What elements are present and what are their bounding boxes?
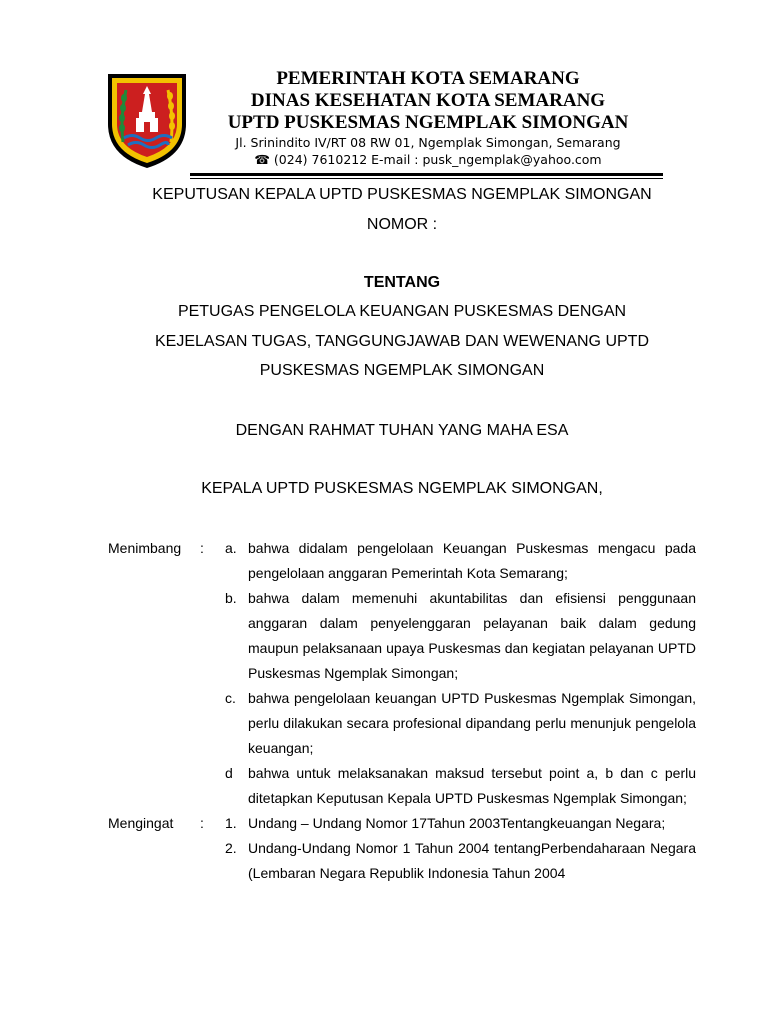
considering-colon: : (200, 540, 204, 556)
about-label: TENTANG (363, 274, 441, 291)
recalling-items (218, 811, 696, 886)
item-mark: a. (225, 540, 237, 556)
institution-address: Jl. Srinindito IV/RT 08 RW 01, Ngemplak Simongan, Semarang (235, 135, 621, 150)
item-mark: b. (225, 590, 237, 606)
item-mark: 1. (225, 815, 237, 831)
item-text: Undang-Undang Nomor 1 Tahun 2004 tentangPerbendaharaan Negara (Lembaran Negara Republik Indonesia Tahun 2004 (248, 840, 696, 881)
item-text: bahwa pengelolaan keuangan UPTD Puskesmas Ngemplak Simongan, perlu dilakukan secara profesional dipandang perlu menunjuk pengelola keuangan; (248, 690, 696, 756)
item-text: bahwa untuk melaksanakan maksud tersebut point a, b dan c perlu ditetapkan Keputusan Kepala UPTD Puskesmas Ngemplak Simongan; (248, 765, 696, 806)
invocation: DENGAN RAHMAT TUHAN YANG MAHA ESA (235, 422, 569, 439)
letterhead-rule-thin (190, 178, 663, 179)
letterhead-rule-thick (190, 173, 663, 176)
institution-contact: ☎ (024) 7610212 E-mail : pusk_ngemplak@yahoo.com (254, 152, 602, 167)
considering-label: Menimbang (108, 540, 182, 556)
recalling-colon: : (200, 815, 204, 831)
decree-title: KEPUTUSAN KEPALA UPTD PUSKESMAS NGEMPLAK SIMONGAN (152, 186, 652, 203)
item-text: Undang – Undang Nomor 17Tahun 2003Tentangkeuangan Negara; (248, 815, 666, 831)
institution-name: UPTD PUSKESMAS NGEMPLAK SIMONGAN (227, 112, 629, 133)
list-item (218, 686, 696, 761)
list-item (218, 836, 696, 886)
considering-items (218, 536, 696, 811)
list-item (218, 761, 696, 811)
decree-body (108, 536, 696, 886)
city-emblem-icon (106, 72, 188, 170)
list-item (218, 586, 696, 686)
government-name: PEMERINTAH KOTA SEMARANG (276, 68, 580, 89)
item-mark: d (225, 765, 233, 781)
decree-number: NOMOR : (366, 216, 438, 233)
considering-section (108, 536, 696, 811)
item-text: bahwa dalam memenuhi akuntabilitas dan efisiensi penggunaan anggaran dalam penyelenggaran pelayanan baik dalam gedung maupun pelaksanaan upaya Puskesmas dan kegiatan pelayanan UPTD Puskesmas Ngemplak Simongan; (248, 590, 696, 681)
item-mark: c. (225, 690, 236, 706)
department-name: DINAS KESEHATAN KOTA SEMARANG (250, 90, 606, 111)
recalling-section (108, 811, 696, 886)
letterhead (190, 68, 666, 168)
subject-line-1: PETUGAS PENGELOLA KEUANGAN PUSKESMAS DENGAN (177, 303, 627, 320)
item-text: bahwa didalam pengelolaan Keuangan Puskesmas mengacu pada pengelolaan anggaran Pemerintah Kota Semarang; (248, 540, 696, 581)
list-item (218, 536, 696, 586)
subject-line-2: KEJELASAN TUGAS, TANGGUNGJAWAB DAN WEWENANG UPTD (155, 333, 649, 350)
recalling-label: Mengingat (108, 815, 174, 831)
list-item (218, 811, 696, 836)
item-mark: 2. (225, 840, 237, 856)
issuer-title: KEPALA UPTD PUSKESMAS NGEMPLAK SIMONGAN, (201, 480, 603, 497)
subject-line-3: PUSKESMAS NGEMPLAK SIMONGAN (259, 362, 545, 379)
